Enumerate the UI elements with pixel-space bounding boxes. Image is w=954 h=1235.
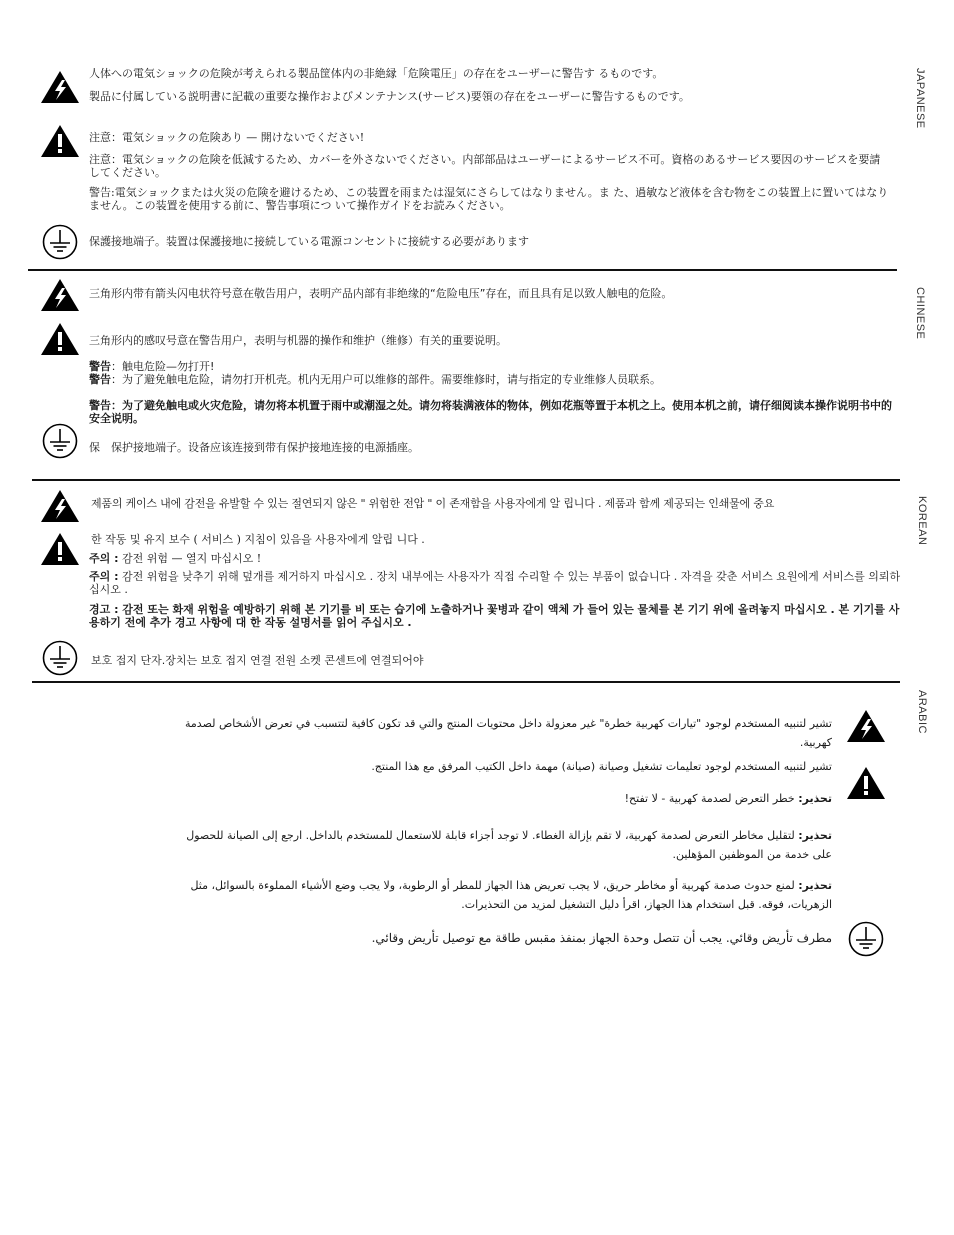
japanese-caution-cover: 注意：電気ショックの危険を低減するため、カバーを外さないでください。内部部品はユーザーによるサービス不可。資格のあるサービス要因のサービスを要請してください。 bbox=[89, 153, 881, 179]
exclamation-triangle-icon bbox=[846, 766, 886, 800]
arabic-caution-cover bbox=[166, 826, 832, 864]
arabic-instructions-text: تشير لتنبيه المستخدم لوجود تعليمات تشغيل وصيانة (صيانة) مهمة داخل الكتيب المرفق مع هذا المنتج. bbox=[371, 760, 832, 773]
warning-text: ：触电危险—勿打开! bbox=[111, 360, 215, 373]
chinese-warning-open bbox=[89, 360, 899, 373]
section-divider bbox=[28, 269, 897, 271]
lightning-triangle-icon bbox=[846, 709, 886, 743]
lightning-triangle-icon bbox=[40, 70, 80, 104]
korean-shock-text: 제품의 케이스 내에 감전을 유발할 수 있는 절연되지 않은 " 위험한 전압 " 이 존재함을 사용자에게 알 립니다 . 제품과 함께 제공되는 인쇄물에 중요 bbox=[91, 497, 775, 510]
korean-ground-text: 보호 접지 단자.장치는 보호 접지 연결 전원 소켓 콘센트에 연결되어야 bbox=[91, 654, 424, 667]
protective-earth-icon bbox=[42, 423, 78, 459]
exclamation-triangle-icon bbox=[40, 532, 80, 566]
japanese-warning-rain: 警告:電気ショックまたは火災の危険を避けるため、この装置を雨または湿気にさらしてはなりません。ま た、過敏など液体を含む物をこの装置上に置いてはなりません。この装置を使用する前に、警告事項につ いて操作ガイドをお読みください。 bbox=[89, 186, 889, 212]
warning-label: 警告 bbox=[89, 360, 111, 373]
protective-earth-icon bbox=[848, 921, 884, 957]
chinese-shock-text: 三角形内带有箭头闪电状符号意在敬告用户，表明产品内部有非绝缘的“危险电压”存在，而且具有足以致人触电的危险。 bbox=[89, 287, 673, 300]
chinese-ground-text: 保 保护接地端子。设备应该连接到带有保护接地连接的电源插座。 bbox=[89, 441, 419, 454]
korean-instructions-text: 한 작동 및 유지 보수 ( 서비스 ) 지침이 있음을 사용자에게 알립 니다 . bbox=[91, 533, 425, 546]
caution-text: 감전 위험 — 열지 마십시오 ! bbox=[118, 552, 262, 565]
japanese-instructions-text: 製品に付属している説明書に記載の重要な操作およびメンテナンス(サービス)要領の存在をユーザーに警告するものです。 bbox=[89, 90, 690, 103]
protective-earth-icon bbox=[42, 224, 78, 260]
exclamation-triangle-icon bbox=[40, 124, 80, 158]
japanese-caution-open: 注意：電気ショックの危険あり — 開けないでください! bbox=[89, 131, 365, 144]
protective-earth-icon bbox=[42, 640, 78, 676]
korean-caution-cover bbox=[89, 570, 901, 596]
japanese-ground-text: 保護接地端子。装置は保護接地に接続している電源コンセントに接続する必要があります bbox=[89, 235, 529, 248]
lightning-triangle-icon bbox=[40, 278, 80, 312]
caution-text: خطر التعرض لصدمة كهربية - لا تفتح! bbox=[624, 792, 799, 805]
chinese-warning-cover bbox=[89, 373, 899, 386]
lightning-triangle-icon bbox=[40, 489, 80, 523]
chinese-instructions-text: 三角形内的感叹号意在警告用户，表明与机器的操作和维护（维修）有关的重要说明。 bbox=[89, 334, 507, 347]
arabic-caution-rain bbox=[166, 876, 832, 914]
warning-text: ：为了避免触电危险，请勿打开机壳。机内无用户可以维修的部件。需要维修时，请与指定的专业维修人员联系。 bbox=[111, 373, 661, 386]
korean-caution-open bbox=[89, 552, 901, 565]
caution-label: 주의 : bbox=[89, 552, 119, 565]
section-label-arabic: ARABIC bbox=[916, 690, 928, 734]
caution-label: تحذير: bbox=[798, 829, 832, 842]
warning-label: 警告 bbox=[89, 373, 111, 386]
caution-text: لمنع حدوث صدمة كهربية أو مخاطر حريق، لا يجب تعريض هذا الجهاز للمطر أو الرطوبة، ولا يجب وضع الأشياء المملوءة بالسوائل، مثل الزهريات، فوقه. قبل استخدام هذا الجهاز، اقرأ دليل التشغيل لمزيد من التحذيرات. bbox=[190, 879, 832, 911]
arabic-ground-text: مطرف تأريض وقائي. يجب أن تتصل وحدة الجهاز بمنفذ مقبس طاقة مع توصيل تأريض وقائي. bbox=[371, 931, 832, 945]
caution-text: 감전 위험을 낮추기 위해 덮개를 제거하지 마십시오 . 장치 내부에는 사용자가 직접 수리할 수 있는 부품이 없습니다 . 자격을 갖춘 서비스 요원에게 서비스를 의뢰하십시오 . bbox=[89, 570, 901, 596]
chinese-warning-rain: 警告：为了避免触电或火灾危险，请勿将本机置于雨中或潮湿之处。请勿将装满液体的物体，例如花瓶等置于本机之上。使用本机之前，请仔细阅读本操作说明书中的安全说明。 bbox=[89, 399, 892, 425]
caution-label: تحذير: bbox=[798, 879, 832, 892]
exclamation-triangle-icon bbox=[40, 322, 80, 356]
section-label-korean: KOREAN bbox=[916, 496, 928, 546]
caution-label: 주의 : bbox=[89, 570, 119, 583]
section-label-japanese: JAPANESE bbox=[914, 68, 926, 129]
arabic-shock-text: تشير لتنبيه المستخدم لوجود "تيارات كهربية خطرة" غير معزولة داخل محتويات المنتج والتي قد تكون كافية لتتسبب في تعرض الأشخاص لصدمة كهربية. bbox=[185, 717, 832, 749]
japanese-shock-text: 人体への電気ショックの危険が考えられる製品筐体内の非絶縁「危険電圧」の存在をユーザーに警告す るものです。 bbox=[89, 67, 664, 80]
caution-text: لتقليل مخاطر التعرض لصدمة كهربية، لا تقم بإزالة الغطاء. لا توجد أجزاء قابلة للاستعمال للمستخدم بالداخل. ارجع إلى الصيانة للحصول على خدمة من الموظفين المؤهلين. bbox=[186, 829, 832, 861]
section-divider bbox=[32, 479, 900, 481]
korean-warning-rain: 경고 : 감전 또는 화재 위험을 예방하기 위해 본 기기를 비 또는 습기에 노출하거나 꽃병과 같이 액체 가 들어 있는 물체를 본 기기 위에 올려놓지 마십시오 . 본 기기를 사용하기 전에 추가 경고 사항에 대 한 작동 설명서를 읽어 주십시오 . bbox=[89, 603, 900, 629]
section-divider bbox=[32, 681, 900, 683]
arabic-caution-open bbox=[166, 792, 832, 805]
caution-label: تحذير: bbox=[798, 792, 832, 805]
section-label-chinese: CHINESE bbox=[914, 287, 926, 340]
